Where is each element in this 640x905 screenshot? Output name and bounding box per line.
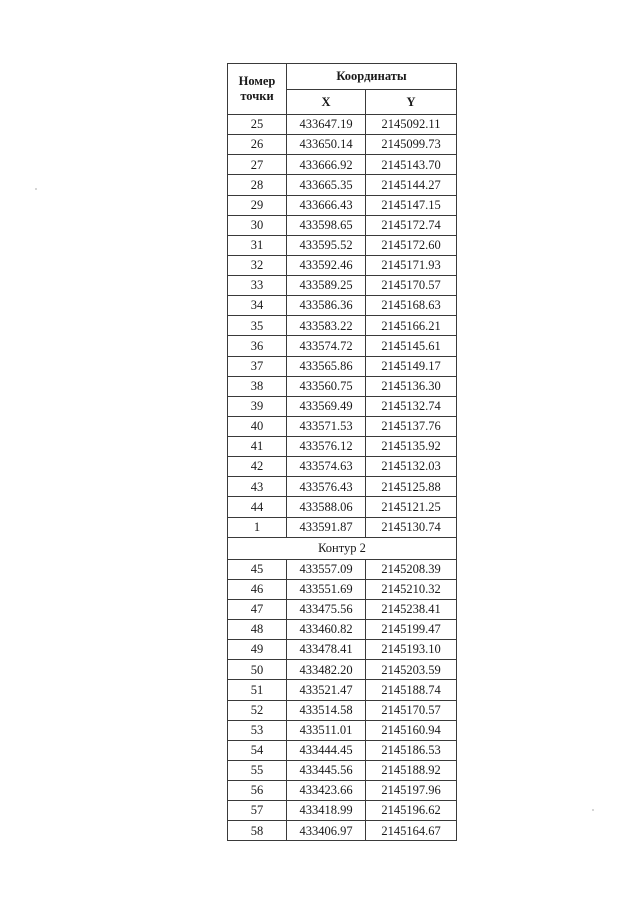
coordinates-header: Координаты xyxy=(287,64,457,90)
point-number-header xyxy=(228,64,287,115)
y-coordinate-cell: 2145143.70 xyxy=(366,155,457,175)
point-number-cell: 33 xyxy=(228,276,287,296)
point-number-cell: 56 xyxy=(228,781,287,801)
table-row xyxy=(228,620,457,640)
contour-2-section xyxy=(228,537,457,559)
point-number-cell: 38 xyxy=(228,376,287,396)
x-coordinate-cell: 433557.09 xyxy=(287,559,366,579)
table-row xyxy=(228,235,457,255)
point-number-cell: 43 xyxy=(228,477,287,497)
x-coordinate-cell: 433574.63 xyxy=(287,457,366,477)
table-row xyxy=(228,579,457,599)
x-coordinate-cell: 433565.86 xyxy=(287,356,366,376)
point-number-cell: 37 xyxy=(228,356,287,376)
x-coordinate-cell: 433591.87 xyxy=(287,517,366,537)
table-row xyxy=(228,559,457,579)
point-number-cell: 44 xyxy=(228,497,287,517)
y-coordinate-cell: 2145121.25 xyxy=(366,497,457,517)
point-number-cell: 53 xyxy=(228,720,287,740)
x-coordinate-cell: 433569.49 xyxy=(287,396,366,416)
table-row xyxy=(228,276,457,296)
scan-speck xyxy=(592,809,594,811)
point-number-header-line2: точки xyxy=(240,89,274,103)
y-coordinate-cell: 2145164.67 xyxy=(366,821,457,841)
point-number-cell: 36 xyxy=(228,336,287,356)
y-coordinate-cell: 2145160.94 xyxy=(366,720,457,740)
table-row xyxy=(228,195,457,215)
table-row xyxy=(228,781,457,801)
table-row xyxy=(228,517,457,537)
y-coordinate-cell: 2145196.62 xyxy=(366,801,457,821)
y-coordinate-cell: 2145193.10 xyxy=(366,640,457,660)
x-coordinate-cell: 433589.25 xyxy=(287,276,366,296)
point-number-cell: 58 xyxy=(228,821,287,841)
x-coordinate-cell: 433666.92 xyxy=(287,155,366,175)
table-row xyxy=(228,457,457,477)
y-coordinate-cell: 2145132.03 xyxy=(366,457,457,477)
y-coordinate-cell: 2145166.21 xyxy=(366,316,457,336)
contour-1-rows xyxy=(228,115,457,538)
y-coordinate-cell: 2145147.15 xyxy=(366,195,457,215)
point-number-cell: 49 xyxy=(228,640,287,660)
x-coordinate-cell: 433576.12 xyxy=(287,437,366,457)
table-row xyxy=(228,720,457,740)
y-coordinate-cell: 2145208.39 xyxy=(366,559,457,579)
table-row xyxy=(228,760,457,780)
table-row xyxy=(228,115,457,135)
x-coordinate-cell: 433475.56 xyxy=(287,599,366,619)
y-coordinate-cell: 2145144.27 xyxy=(366,175,457,195)
x-coordinate-cell: 433406.97 xyxy=(287,821,366,841)
x-coordinate-cell: 433588.06 xyxy=(287,497,366,517)
x-coordinate-cell: 433650.14 xyxy=(287,135,366,155)
point-number-cell: 32 xyxy=(228,255,287,275)
x-coordinate-cell: 433598.65 xyxy=(287,215,366,235)
point-number-cell: 40 xyxy=(228,416,287,436)
y-coordinate-cell: 2145203.59 xyxy=(366,660,457,680)
table-row xyxy=(228,396,457,416)
table-row xyxy=(228,316,457,336)
table-row xyxy=(228,477,457,497)
x-coordinate-cell: 433551.69 xyxy=(287,579,366,599)
point-number-cell: 25 xyxy=(228,115,287,135)
table-row xyxy=(228,740,457,760)
table-row xyxy=(228,255,457,275)
y-coordinate-cell: 2145137.76 xyxy=(366,416,457,436)
x-coordinate-cell: 433444.45 xyxy=(287,740,366,760)
point-number-cell: 50 xyxy=(228,660,287,680)
point-number-cell: 47 xyxy=(228,599,287,619)
y-coordinate-cell: 2145188.92 xyxy=(366,760,457,780)
section-row xyxy=(228,537,457,559)
table-row xyxy=(228,215,457,235)
y-coordinate-cell: 2145145.61 xyxy=(366,336,457,356)
table-row xyxy=(228,599,457,619)
table-row xyxy=(228,640,457,660)
point-number-cell: 48 xyxy=(228,620,287,640)
x-coordinate-cell: 433592.46 xyxy=(287,255,366,275)
x-coordinate-cell: 433521.47 xyxy=(287,680,366,700)
y-coordinate-cell: 2145238.41 xyxy=(366,599,457,619)
y-coordinate-cell: 2145136.30 xyxy=(366,376,457,396)
point-number-cell: 52 xyxy=(228,700,287,720)
x-coordinate-cell: 433595.52 xyxy=(287,235,366,255)
x-coordinate-cell: 433574.72 xyxy=(287,336,366,356)
y-coordinate-cell: 2145170.57 xyxy=(366,700,457,720)
x-coordinate-cell: 433647.19 xyxy=(287,115,366,135)
x-coordinate-cell: 433478.41 xyxy=(287,640,366,660)
x-coordinate-cell: 433576.43 xyxy=(287,477,366,497)
scan-speck xyxy=(35,188,37,190)
table-row xyxy=(228,497,457,517)
x-coordinate-cell: 433514.58 xyxy=(287,700,366,720)
y-coordinate-cell: 2145172.60 xyxy=(366,235,457,255)
y-coordinate-cell: 2145125.88 xyxy=(366,477,457,497)
point-number-cell: 30 xyxy=(228,215,287,235)
x-coordinate-cell: 433511.01 xyxy=(287,720,366,740)
point-number-cell: 27 xyxy=(228,155,287,175)
y-coordinate-cell: 2145092.11 xyxy=(366,115,457,135)
x-coordinate-cell: 433583.22 xyxy=(287,316,366,336)
point-number-cell: 54 xyxy=(228,740,287,760)
x-coordinate-cell: 433665.35 xyxy=(287,175,366,195)
y-coordinate-cell: 2145197.96 xyxy=(366,781,457,801)
contour-2-rows xyxy=(228,559,457,841)
point-number-cell: 55 xyxy=(228,760,287,780)
point-number-cell: 39 xyxy=(228,396,287,416)
table-row xyxy=(228,336,457,356)
point-number-cell: 31 xyxy=(228,235,287,255)
y-header: Y xyxy=(366,90,457,115)
x-coordinate-cell: 433482.20 xyxy=(287,660,366,680)
table-row xyxy=(228,801,457,821)
point-number-cell: 46 xyxy=(228,579,287,599)
table-header xyxy=(228,64,457,115)
point-number-cell: 42 xyxy=(228,457,287,477)
y-coordinate-cell: 2145171.93 xyxy=(366,255,457,275)
point-number-cell: 41 xyxy=(228,437,287,457)
table-row xyxy=(228,416,457,436)
point-number-cell: 57 xyxy=(228,801,287,821)
table-row xyxy=(228,175,457,195)
point-number-cell: 1 xyxy=(228,517,287,537)
y-coordinate-cell: 2145170.57 xyxy=(366,276,457,296)
y-coordinate-cell: 2145130.74 xyxy=(366,517,457,537)
table-row xyxy=(228,356,457,376)
point-number-header-line1: Номер xyxy=(238,74,276,88)
coordinates-table xyxy=(227,63,457,841)
y-coordinate-cell: 2145199.47 xyxy=(366,620,457,640)
table-row xyxy=(228,296,457,316)
point-number-cell: 45 xyxy=(228,559,287,579)
x-coordinate-cell: 433571.53 xyxy=(287,416,366,436)
y-coordinate-cell: 2145135.92 xyxy=(366,437,457,457)
y-coordinate-cell: 2145099.73 xyxy=(366,135,457,155)
table-row xyxy=(228,700,457,720)
y-coordinate-cell: 2145168.63 xyxy=(366,296,457,316)
x-coordinate-cell: 433423.66 xyxy=(287,781,366,801)
point-number-cell: 34 xyxy=(228,296,287,316)
point-number-cell: 51 xyxy=(228,680,287,700)
x-coordinate-cell: 433418.99 xyxy=(287,801,366,821)
x-coordinate-cell: 433586.36 xyxy=(287,296,366,316)
x-coordinate-cell: 433560.75 xyxy=(287,376,366,396)
table-row xyxy=(228,376,457,396)
x-coordinate-cell: 433445.56 xyxy=(287,760,366,780)
section-title: Контур 2 xyxy=(228,537,457,559)
x-coordinate-cell: 433460.82 xyxy=(287,620,366,640)
table-row xyxy=(228,437,457,457)
y-coordinate-cell: 2145172.74 xyxy=(366,215,457,235)
point-number-cell: 26 xyxy=(228,135,287,155)
table-row xyxy=(228,660,457,680)
point-number-cell: 29 xyxy=(228,195,287,215)
table-row xyxy=(228,821,457,841)
y-coordinate-cell: 2145186.53 xyxy=(366,740,457,760)
table-row xyxy=(228,680,457,700)
table-row xyxy=(228,155,457,175)
y-coordinate-cell: 2145132.74 xyxy=(366,396,457,416)
y-coordinate-cell: 2145149.17 xyxy=(366,356,457,376)
y-coordinate-cell: 2145210.32 xyxy=(366,579,457,599)
x-coordinate-cell: 433666.43 xyxy=(287,195,366,215)
x-header: X xyxy=(287,90,366,115)
point-number-cell: 35 xyxy=(228,316,287,336)
y-coordinate-cell: 2145188.74 xyxy=(366,680,457,700)
table-row xyxy=(228,135,457,155)
point-number-cell: 28 xyxy=(228,175,287,195)
